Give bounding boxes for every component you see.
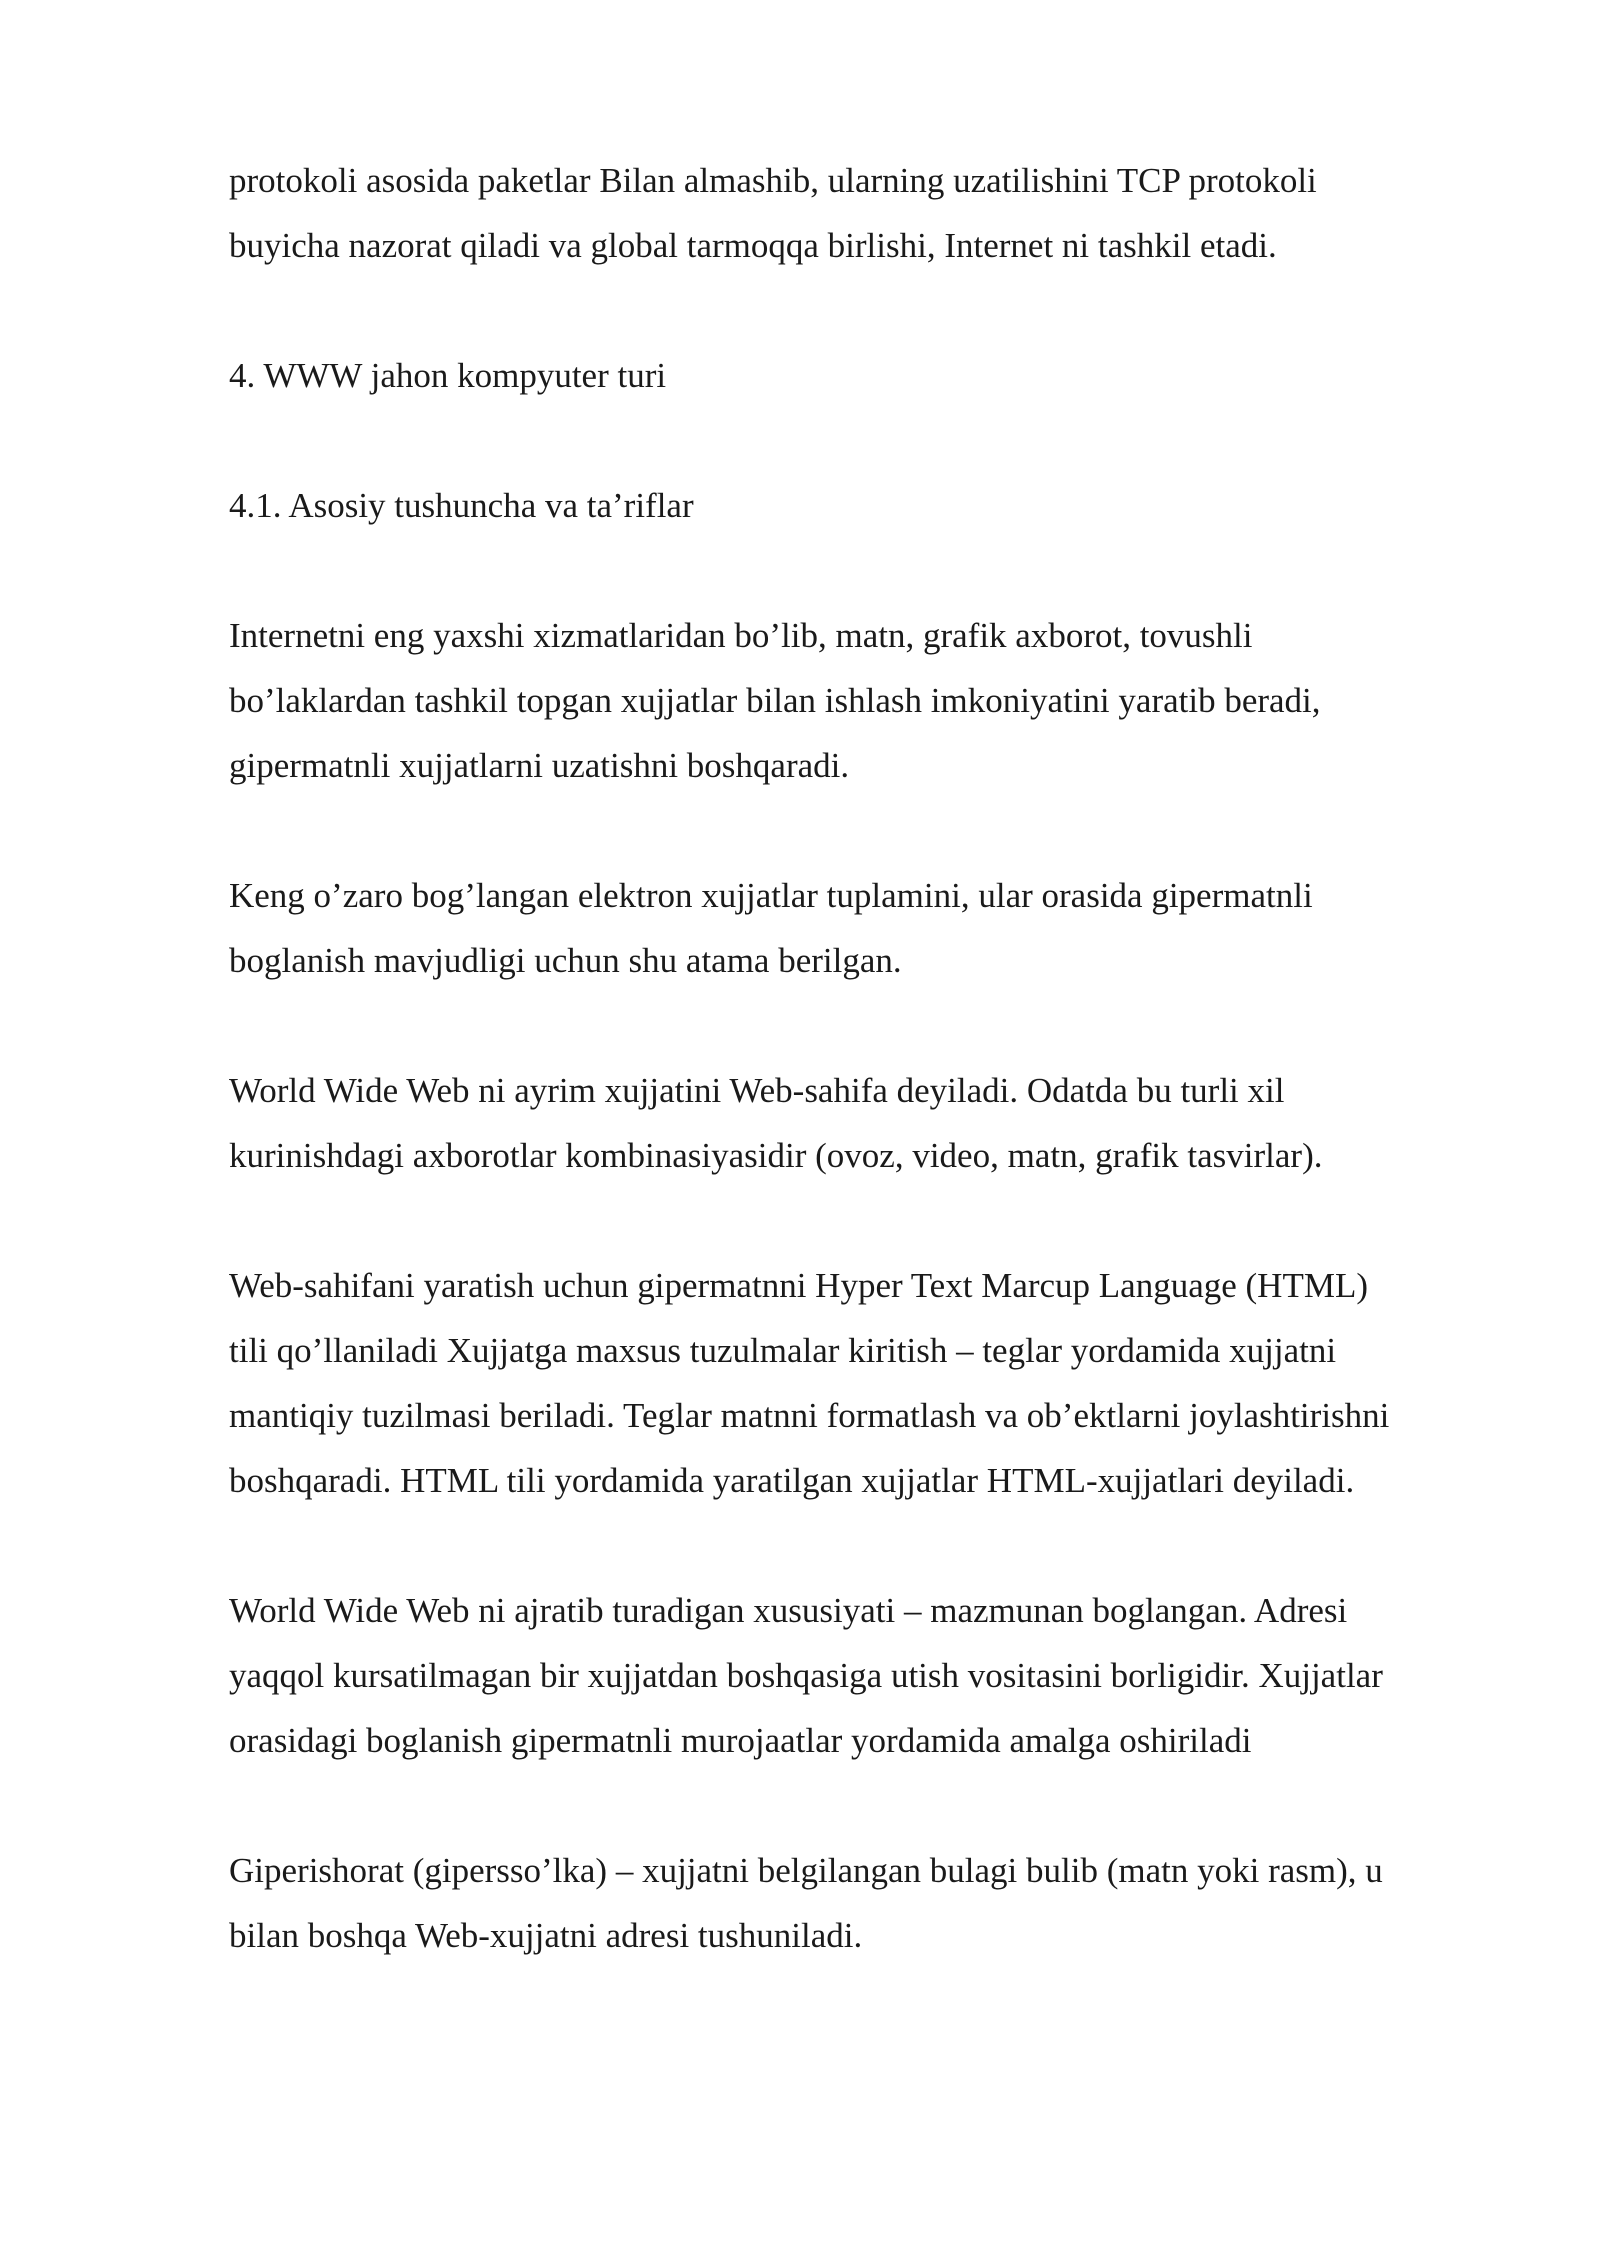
text-line: World Wide Web ni ajratib turadigan xususiyati – mazmunan boglangan. Adresi [229,1591,1348,1630]
text-line: boglanish mavjudligi uchun shu atama berilgan. [229,941,902,980]
text-line: orasidagi boglanish gipermatnli murojaatlar yordamida amalga oshiriladi [229,1721,1252,1760]
text-line: Giperishorat (gipersso’lka) – xujjatni belgilangan bulagi bulib (matn yoki rasm), u [229,1851,1383,1890]
subsection-heading-definitions [229,473,1519,538]
document-body [229,148,1519,2033]
paragraph-www-feature [229,1578,1519,1773]
text-line: Web-sahifani yaratish uchun gipermatnni Hyper Text Marcup Language (HTML) [229,1266,1368,1305]
text-line: boshqaradi. HTML tili yordamida yaratilgan xujjatlar HTML-xujjatlari deyiladi. [229,1461,1355,1500]
heading-text: 4. WWW jahon kompyuter turi [229,356,667,395]
text-line: protokoli asosida paketlar Bilan almashib, ularning uzatilishini TCP protokoli [229,161,1317,200]
text-line: kurinishdagi axborotlar kombinasiyasidir (ovoz, video, matn, grafik tasvirlar). [229,1136,1323,1175]
text-line: Keng o’zaro bog’langan elektron xujjatlar tuplamini, ular orasida gipermatnli [229,876,1313,915]
text-line: Internetni eng yaxshi xizmatlaridan bo’lib, matn, grafik axborot, tovushli [229,616,1253,655]
paragraph-linked-documents [229,863,1519,993]
paragraph-hyperlink [229,1838,1519,1968]
text-line: tili qo’llaniladi Xujjatga maxsus tuzulmalar kiritish – teglar yordamida xujjatni [229,1331,1337,1370]
text-line: yaqqol kursatilmagan bir xujjatdan boshqasiga utish vositasini borligidir. Xujjatlar [229,1656,1383,1695]
paragraph-internet-services [229,603,1519,798]
paragraph-web-page [229,1058,1519,1188]
paragraph-html [229,1253,1519,1513]
paragraph-tcp-protocol [229,148,1519,278]
heading-text: 4.1. Asosiy tushuncha va ta’riflar [229,486,694,525]
text-line: buyicha nazorat qiladi va global tarmoqqa birlishi, Internet ni tashkil etadi. [229,226,1277,265]
section-heading-www [229,343,1519,408]
text-line: mantiqiy tuzilmasi beriladi. Teglar matnni formatlash va ob’ektlarni joylashtirishni [229,1396,1390,1435]
text-line: World Wide Web ni ayrim xujjatini Web-sahifa deyiladi. Odatda bu turli xil [229,1071,1285,1110]
text-line: gipermatnli xujjatlarni uzatishni boshqaradi. [229,746,850,785]
text-line: bilan boshqa Web-xujjatni adresi tushuniladi. [229,1916,863,1955]
text-line: bo’laklardan tashkil topgan xujjatlar bilan ishlash imkoniyatini yaratib beradi, [229,681,1321,720]
